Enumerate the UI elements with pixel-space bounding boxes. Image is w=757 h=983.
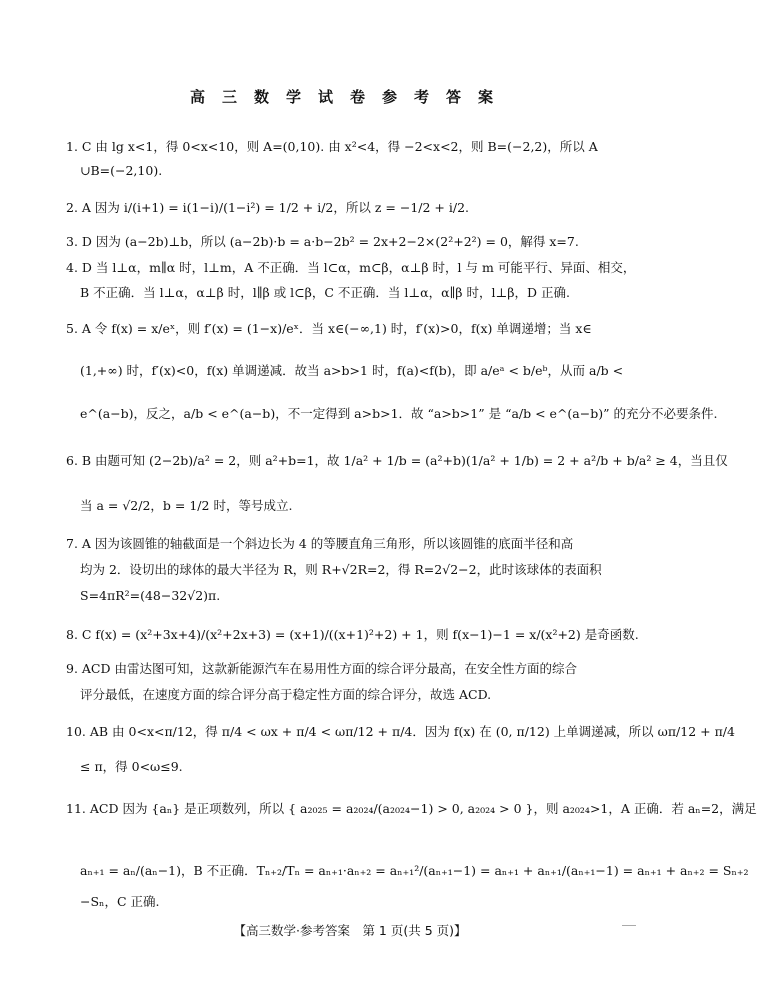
- answer-line: 7. A 因为该圆锥的轴截面是一个斜边长为 4 的等腰直角三角形，所以该圆锥的底面半径和高: [66, 536, 574, 551]
- answer-line: 评分最低，在速度方面的综合评分高于稳定性方面的综合评分，故选 ACD.: [80, 687, 492, 702]
- page-footer: 【高三数学·参考答案 第 1 页(共 5 页)】: [233, 923, 467, 938]
- answer-line: 均为 2．设切出的球体的最大半径为 R，则 R+√2R=2，得 R=2√2−2，此时该球体的表面积: [80, 562, 602, 577]
- answer-line: (1,+∞) 时，f′(x)<0，f(x) 单调递减．故当 a>b>1 时，f(a)<f(b)，即 a/eᵃ < b/eᵇ，从而 a/b <: [80, 363, 624, 378]
- answer-line: 9. ACD 由雷达图可知，这款新能源汽车在易用性方面的综合评分最高，在安全性方面的综合: [66, 661, 577, 676]
- answer-line: e^(a−b)，反之，a/b < e^(a−b)，不一定得到 a>b>1．故 “a>b>1” 是 “a/b < e^(a−b)” 的充分不必要条件.: [80, 406, 718, 421]
- answer-line: 6. B 由题可知 (2−2b)/a² = 2，则 a²+b=1，故 1/a² + 1/b = (a²+b)(1/a² + 1/b) = 2 + a²/b + b/a² ≥ 4，当且仅: [66, 453, 728, 468]
- answer-line: 3. D 因为 (a−2b)⊥b，所以 (a−2b)·b = a·b−2b² = 2x+2−2×(2²+2²) = 0，解得 x=7.: [66, 234, 579, 249]
- answer-line: 11. ACD 因为 {aₙ} 是正项数列，所以 { a₂₀₂₅ = a₂₀₂₄/(a₂₀₂₄−1) > 0, a₂₀₂₄ > 0 }，则 a₂₀₂₄>1，A 正确．若 aₙ=2，满足: [66, 801, 757, 816]
- answer-line: S=4πR²=(48−32√2)π.: [80, 588, 221, 603]
- page-title: 高三数学试卷参考答案: [189, 88, 510, 106]
- answer-line: 5. A 令 f(x) = x/eˣ，则 f′(x) = (1−x)/eˣ．当 x∈(−∞,1) 时，f′(x)>0，f(x) 单调递增；当 x∈: [66, 321, 592, 336]
- corner-mark: [622, 925, 636, 926]
- answer-line: 10. AB 由 0<x<π/12，得 π/4 < ωx + π/4 < ωπ/12 + π/4．因为 f(x) 在 (0, π/12) 上单调递减，所以 ωπ/12 + π/4: [66, 724, 735, 739]
- answer-line: aₙ₊₁ = aₙ/(aₙ−1)，B 不正确．Tₙ₊₂/Tₙ = aₙ₊₁·aₙ₊₂ = aₙ₊₁²/(aₙ₊₁−1) = aₙ₊₁ + aₙ₊₁/(aₙ₊₁−1) = aₙ₊₁ + aₙ₊₂ = Sₙ₊₂: [80, 863, 749, 878]
- answer-line: ≤ π，得 0<ω≤9.: [80, 759, 183, 774]
- answer-line: 4. D 当 l⊥α，m∥α 时，l⊥m，A 不正确．当 l⊂α，m⊂β，α⊥β 时，l 与 m 可能平行、异面、相交，: [66, 260, 636, 275]
- answer-line: 当 a = √2/2，b = 1/2 时，等号成立.: [80, 498, 293, 513]
- answer-line: −Sₙ，C 正确.: [80, 894, 160, 909]
- answer-line: 1. C 由 lg x<1，得 0<x<10，则 A=(0,10). 由 x²<4，得 −2<x<2，则 B=(−2,2)，所以 A: [66, 139, 598, 154]
- answer-line: 2. A 因为 i/(i+1) = i(1−i)/(1−i²) = 1/2 + i/2，所以 z = −1/2 + i/2.: [66, 200, 470, 215]
- answer-line: 8. C f(x) = (x²+3x+4)/(x²+2x+3) = (x+1)/((x+1)²+2) + 1，则 f(x−1)−1 = x/(x²+2) 是奇函数.: [66, 627, 639, 642]
- answer-line: B 不正确．当 l⊥α，α⊥β 时，l∥β 或 l⊂β，C 不正确．当 l⊥α，α∥β 时，l⊥β，D 正确.: [80, 285, 570, 300]
- answer-line: ∪B=(−2,10).: [80, 163, 163, 178]
